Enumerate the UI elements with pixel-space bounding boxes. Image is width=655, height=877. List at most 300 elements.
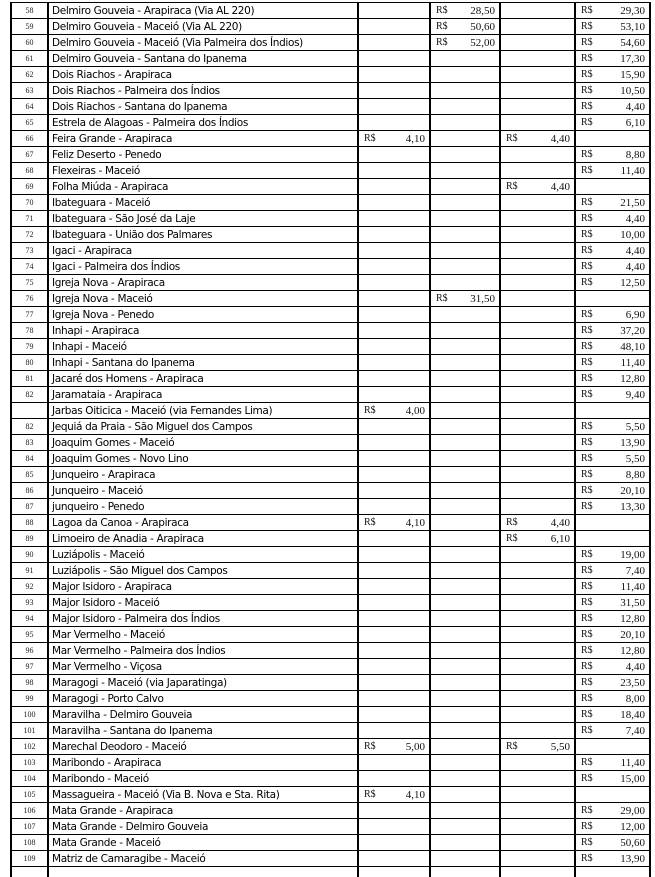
fare-col-1 <box>358 787 430 803</box>
fare-col-3 <box>500 339 575 355</box>
route-name: Major Isidoro - Arapiraca <box>48 579 358 595</box>
amount: 31,50 <box>620 597 645 609</box>
money-value <box>501 741 574 753</box>
amount: 12,50 <box>620 277 645 289</box>
amount: 7,40 <box>626 725 645 737</box>
table-row <box>11 51 650 67</box>
row-number: 58 <box>11 3 48 19</box>
fare-col-1 <box>358 179 430 195</box>
fare-col-2 <box>430 211 500 227</box>
route-name: Maribondo - Arapiraca <box>48 755 358 771</box>
route-name: Igreja Nova - Penedo <box>48 307 358 323</box>
row-number: 109 <box>11 851 48 867</box>
fare-col-3 <box>500 275 575 291</box>
route-name: Maragogi - Maceió (via Japaratinga) <box>48 675 358 691</box>
fare-col-1 <box>358 307 430 323</box>
amount: 5,50 <box>626 421 645 433</box>
fare-col-3 <box>500 675 575 691</box>
fare-col-4 <box>575 835 650 851</box>
row-number: 90 <box>11 547 48 563</box>
fare-col-2 <box>430 531 500 547</box>
table-row <box>11 627 650 643</box>
route-name: Mata Grande - Delmiro Gouveia <box>48 819 358 835</box>
fare-col-4 <box>575 355 650 371</box>
fare-col-2 <box>430 579 500 595</box>
fare-col-4 <box>575 147 650 163</box>
fare-col-3 <box>500 643 575 659</box>
money-value <box>576 597 649 609</box>
amount: 52,00 <box>470 37 495 49</box>
route-name: Maribondo - Maceió <box>48 771 358 787</box>
money-value <box>431 21 499 33</box>
route-name: Major Isidoro - Palmeira dos Índios <box>48 611 358 627</box>
currency-symbol: R$ <box>506 133 518 145</box>
currency-symbol: R$ <box>436 5 448 17</box>
fare-col-1 <box>358 67 430 83</box>
fare-col-1 <box>358 403 430 419</box>
fare-col-2 <box>430 227 500 243</box>
fare-col-1 <box>358 723 430 739</box>
money-value <box>501 533 574 545</box>
currency-symbol: R$ <box>581 101 593 113</box>
fare-col-4 <box>575 707 650 723</box>
currency-symbol: R$ <box>581 421 593 433</box>
amount: 50,60 <box>470 21 495 33</box>
money-value <box>576 309 649 321</box>
fare-col-1 <box>358 627 430 643</box>
fare-col-4 <box>575 851 650 867</box>
currency-symbol: R$ <box>581 805 593 817</box>
fare-col-1 <box>358 659 430 675</box>
table-row <box>11 643 650 659</box>
fare-col-4 <box>575 499 650 515</box>
fare-col-4 <box>575 675 650 691</box>
money-value <box>576 693 649 705</box>
fare-col-1 <box>358 515 430 531</box>
amount: 8,80 <box>626 149 645 161</box>
table-row <box>11 467 650 483</box>
money-value <box>501 133 574 145</box>
table-row <box>11 675 650 691</box>
amount: 15,00 <box>620 773 645 785</box>
money-value <box>431 293 499 305</box>
amount: 6,10 <box>551 533 570 545</box>
row-number: 85 <box>11 467 48 483</box>
currency-symbol: R$ <box>581 277 593 289</box>
table-row <box>11 819 650 835</box>
row-number: 62 <box>11 67 48 83</box>
fare-col-4 <box>575 531 650 547</box>
table-row <box>11 691 650 707</box>
table-row <box>11 147 650 163</box>
fare-col-4 <box>575 179 650 195</box>
amount: 4,40 <box>626 245 645 257</box>
fare-col-2 <box>430 515 500 531</box>
table-row <box>11 419 650 435</box>
fare-col-2 <box>430 275 500 291</box>
fare-col-1 <box>358 739 430 755</box>
fare-col-1 <box>358 387 430 403</box>
fare-col-3 <box>500 867 575 877</box>
amount: 12,80 <box>620 645 645 657</box>
money-value <box>576 485 649 497</box>
fare-col-1 <box>358 51 430 67</box>
fare-col-1 <box>358 323 430 339</box>
fare-col-2 <box>430 835 500 851</box>
route-name: Ibateguara - São José da Laje <box>48 211 358 227</box>
fare-col-3 <box>500 99 575 115</box>
money-value <box>576 357 649 369</box>
fare-col-2 <box>430 419 500 435</box>
money-value <box>576 757 649 769</box>
fare-col-2 <box>430 355 500 371</box>
amount: 20,10 <box>620 629 645 641</box>
currency-symbol: R$ <box>581 261 593 273</box>
row-number: 71 <box>11 211 48 227</box>
amount: 10,50 <box>620 85 645 97</box>
amount: 4,00 <box>406 405 425 417</box>
table-row <box>11 195 650 211</box>
fare-col-2 <box>430 707 500 723</box>
amount: 6,90 <box>626 309 645 321</box>
table-row <box>11 723 650 739</box>
fare-col-3 <box>500 547 575 563</box>
fare-col-3 <box>500 35 575 51</box>
table-row <box>11 547 650 563</box>
fare-col-1 <box>358 467 430 483</box>
money-value <box>576 613 649 625</box>
route-name: Dois Riachos - Santana do Ipanema <box>48 99 358 115</box>
money-value <box>576 837 649 849</box>
amount: 31,50 <box>470 293 495 305</box>
row-number: 86 <box>11 483 48 499</box>
money-value <box>576 245 649 257</box>
amount: 11,40 <box>621 357 645 369</box>
fare-col-2 <box>430 131 500 147</box>
row-number: 103 <box>11 755 48 771</box>
currency-symbol: R$ <box>581 565 593 577</box>
table-row <box>11 563 650 579</box>
route-name: Igreja Nova - Arapiraca <box>48 275 358 291</box>
table-row <box>11 307 650 323</box>
money-value <box>576 85 649 97</box>
amount: 23,50 <box>620 677 645 689</box>
row-number: 104 <box>11 771 48 787</box>
row-number: 73 <box>11 243 48 259</box>
fare-col-4 <box>575 819 650 835</box>
fare-col-2 <box>430 99 500 115</box>
table-row <box>11 371 650 387</box>
fare-col-1 <box>358 419 430 435</box>
amount: 17,30 <box>620 53 645 65</box>
table-row <box>11 435 650 451</box>
route-name: Luziápolis - Maceió <box>48 547 358 563</box>
fare-col-1 <box>358 243 430 259</box>
fare-col-2 <box>430 35 500 51</box>
route-name: Limoeiro de Anadia - Arapiraca <box>48 531 358 547</box>
currency-symbol: R$ <box>581 245 593 257</box>
currency-symbol: R$ <box>581 341 593 353</box>
table-row <box>11 131 650 147</box>
fare-col-3 <box>500 147 575 163</box>
fare-col-3 <box>500 67 575 83</box>
amount: 11,40 <box>621 581 645 593</box>
row-number: 92 <box>11 579 48 595</box>
fare-col-4 <box>575 723 650 739</box>
table-row <box>11 291 650 307</box>
fare-col-2 <box>430 403 500 419</box>
amount: 4,40 <box>626 261 645 273</box>
table-row <box>11 355 650 371</box>
route-name: Luziápolis - São Miguel dos Campos <box>48 563 358 579</box>
fare-col-1 <box>358 339 430 355</box>
money-value <box>576 709 649 721</box>
row-number: 59 <box>11 19 48 35</box>
currency-symbol: R$ <box>581 5 593 17</box>
fare-col-4 <box>575 627 650 643</box>
table-row <box>11 323 650 339</box>
fare-col-4 <box>575 467 650 483</box>
row-number: 100 <box>11 707 48 723</box>
amount: 7,40 <box>626 565 645 577</box>
fare-col-4 <box>575 67 650 83</box>
currency-symbol: R$ <box>436 293 448 305</box>
amount: 9,40 <box>626 389 645 401</box>
amount: 28,50 <box>470 5 495 17</box>
fare-col-1 <box>358 371 430 387</box>
fare-col-4 <box>575 275 650 291</box>
amount: 5,00 <box>406 741 425 753</box>
fare-col-4 <box>575 579 650 595</box>
route-name: Maravilha - Delmiro Gouveia <box>48 707 358 723</box>
fare-col-2 <box>430 115 500 131</box>
money-value <box>431 37 499 49</box>
currency-symbol: R$ <box>364 517 376 529</box>
fare-col-1 <box>358 851 430 867</box>
table-row <box>11 275 650 291</box>
currency-symbol: R$ <box>581 165 593 177</box>
currency-symbol: R$ <box>581 37 593 49</box>
money-value <box>576 773 649 785</box>
money-value <box>576 5 649 17</box>
fare-col-2 <box>430 595 500 611</box>
fare-col-4 <box>575 611 650 627</box>
fare-col-1 <box>358 499 430 515</box>
row-number: 65 <box>11 115 48 131</box>
route-name: Delmiro Gouveia - Maceió (Via Palmeira dos Índios) <box>48 35 358 51</box>
fare-col-3 <box>500 659 575 675</box>
fare-col-2 <box>430 259 500 275</box>
fare-col-2 <box>430 547 500 563</box>
row-number: 78 <box>11 323 48 339</box>
fare-col-1 <box>358 291 430 307</box>
fare-col-1 <box>358 35 430 51</box>
money-value <box>576 805 649 817</box>
currency-symbol: R$ <box>506 533 518 545</box>
currency-symbol: R$ <box>364 789 376 801</box>
money-value <box>576 21 649 33</box>
currency-symbol: R$ <box>581 453 593 465</box>
fare-col-3 <box>500 227 575 243</box>
currency-symbol: R$ <box>581 149 593 161</box>
fare-col-3 <box>500 819 575 835</box>
route-name: Jarbas Oiticica - Maceió (via Fernandes Lima) <box>48 403 358 419</box>
table-row <box>11 771 650 787</box>
row-number: 89 <box>11 531 48 547</box>
amount: 4,10 <box>406 133 425 145</box>
amount: 10,00 <box>620 229 645 241</box>
table-row <box>11 339 650 355</box>
fare-col-4 <box>575 771 650 787</box>
money-value <box>359 741 429 753</box>
fare-table <box>10 2 651 877</box>
row-number: 102 <box>11 739 48 755</box>
fare-col-3 <box>500 435 575 451</box>
fare-col-2 <box>430 3 500 19</box>
currency-symbol: R$ <box>581 69 593 81</box>
table-row <box>11 227 650 243</box>
row-number: 83 <box>11 435 48 451</box>
fare-col-4 <box>575 563 650 579</box>
fare-col-1 <box>358 835 430 851</box>
fare-col-4 <box>575 163 650 179</box>
route-name: Ibateguara - União dos Palmares <box>48 227 358 243</box>
fare-col-1 <box>358 131 430 147</box>
currency-symbol: R$ <box>581 629 593 641</box>
fare-col-1 <box>358 803 430 819</box>
fare-col-2 <box>430 163 500 179</box>
fare-col-4 <box>575 483 650 499</box>
row-number: 60 <box>11 35 48 51</box>
table-row <box>11 803 650 819</box>
fare-col-4 <box>575 419 650 435</box>
row-number: 68 <box>11 163 48 179</box>
table-row <box>11 3 650 19</box>
row-number: 95 <box>11 627 48 643</box>
fare-col-3 <box>500 595 575 611</box>
currency-symbol: R$ <box>581 725 593 737</box>
row-number: 97 <box>11 659 48 675</box>
table-row <box>11 531 650 547</box>
amount: 29,00 <box>620 805 645 817</box>
table-row <box>11 451 650 467</box>
fare-col-4 <box>575 195 650 211</box>
route-name: Igaci - Arapiraca <box>48 243 358 259</box>
currency-symbol: R$ <box>364 405 376 417</box>
fare-col-1 <box>358 211 430 227</box>
fare-col-1 <box>358 819 430 835</box>
fare-col-2 <box>430 67 500 83</box>
route-name: Matriz de Camaragibe - Maceió <box>48 851 358 867</box>
fare-col-2 <box>430 675 500 691</box>
route-name: Massagueira - Maceió (Via B. Nova e Sta. Rita) <box>48 787 358 803</box>
row-number: 91 <box>11 563 48 579</box>
fare-col-2 <box>430 387 500 403</box>
table-row <box>11 579 650 595</box>
fare-col-3 <box>500 179 575 195</box>
money-value <box>576 325 649 337</box>
route-name <box>48 867 358 877</box>
fare-col-4 <box>575 3 650 19</box>
fare-col-1 <box>358 707 430 723</box>
fare-col-1 <box>358 691 430 707</box>
fare-col-3 <box>500 835 575 851</box>
fare-col-1 <box>358 435 430 451</box>
fare-col-2 <box>430 83 500 99</box>
row-number: 66 <box>11 131 48 147</box>
row-number: 99 <box>11 691 48 707</box>
route-name: Igreja Nova - Maceió <box>48 291 358 307</box>
fare-col-1 <box>358 531 430 547</box>
table-row <box>11 211 650 227</box>
row-number: 72 <box>11 227 48 243</box>
fare-col-3 <box>500 83 575 99</box>
currency-symbol: R$ <box>581 597 593 609</box>
row-number: 69 <box>11 179 48 195</box>
money-value <box>576 421 649 433</box>
table-row <box>11 403 650 419</box>
amount: 11,40 <box>621 757 645 769</box>
fare-col-4 <box>575 259 650 275</box>
fare-col-3 <box>500 387 575 403</box>
currency-symbol: R$ <box>581 613 593 625</box>
row-number: 67 <box>11 147 48 163</box>
fare-col-3 <box>500 259 575 275</box>
fare-col-3 <box>500 291 575 307</box>
amount: 20,10 <box>620 485 645 497</box>
fare-col-3 <box>500 3 575 19</box>
fare-col-3 <box>500 163 575 179</box>
row-number: 105 <box>11 787 48 803</box>
table-row <box>11 787 650 803</box>
fare-table-body <box>11 3 650 877</box>
amount: 6,10 <box>626 117 645 129</box>
fare-col-2 <box>430 147 500 163</box>
amount: 12,80 <box>620 373 645 385</box>
route-name: Dois Riachos - Palmeira dos Índios <box>48 83 358 99</box>
route-name: Mar Vermelho - Palmeira dos Índios <box>48 643 358 659</box>
currency-symbol: R$ <box>581 85 593 97</box>
fare-col-1 <box>358 3 430 19</box>
currency-symbol: R$ <box>436 21 448 33</box>
fare-col-1 <box>358 99 430 115</box>
table-row <box>11 179 650 195</box>
route-name: Feliz Deserto - Penedo <box>48 147 358 163</box>
fare-col-1 <box>358 563 430 579</box>
fare-col-3 <box>500 771 575 787</box>
amount: 54,60 <box>620 37 645 49</box>
fare-col-3 <box>500 755 575 771</box>
fare-col-4 <box>575 83 650 99</box>
currency-symbol: R$ <box>581 661 593 673</box>
money-value <box>576 725 649 737</box>
fare-col-2 <box>430 611 500 627</box>
amount: 4,10 <box>406 789 425 801</box>
row-number: 76 <box>11 291 48 307</box>
fare-col-4 <box>575 451 650 467</box>
fare-col-3 <box>500 627 575 643</box>
fare-col-4 <box>575 755 650 771</box>
money-value <box>576 117 649 129</box>
route-name: Inhapi - Santana do Ipanema <box>48 355 358 371</box>
currency-symbol: R$ <box>506 517 518 529</box>
amount: 4,40 <box>551 133 570 145</box>
fare-col-2 <box>430 51 500 67</box>
row-number: 88 <box>11 515 48 531</box>
amount: 18,40 <box>620 709 645 721</box>
route-name: Lagoa da Canoa - Arapiraca <box>48 515 358 531</box>
currency-symbol: R$ <box>581 645 593 657</box>
